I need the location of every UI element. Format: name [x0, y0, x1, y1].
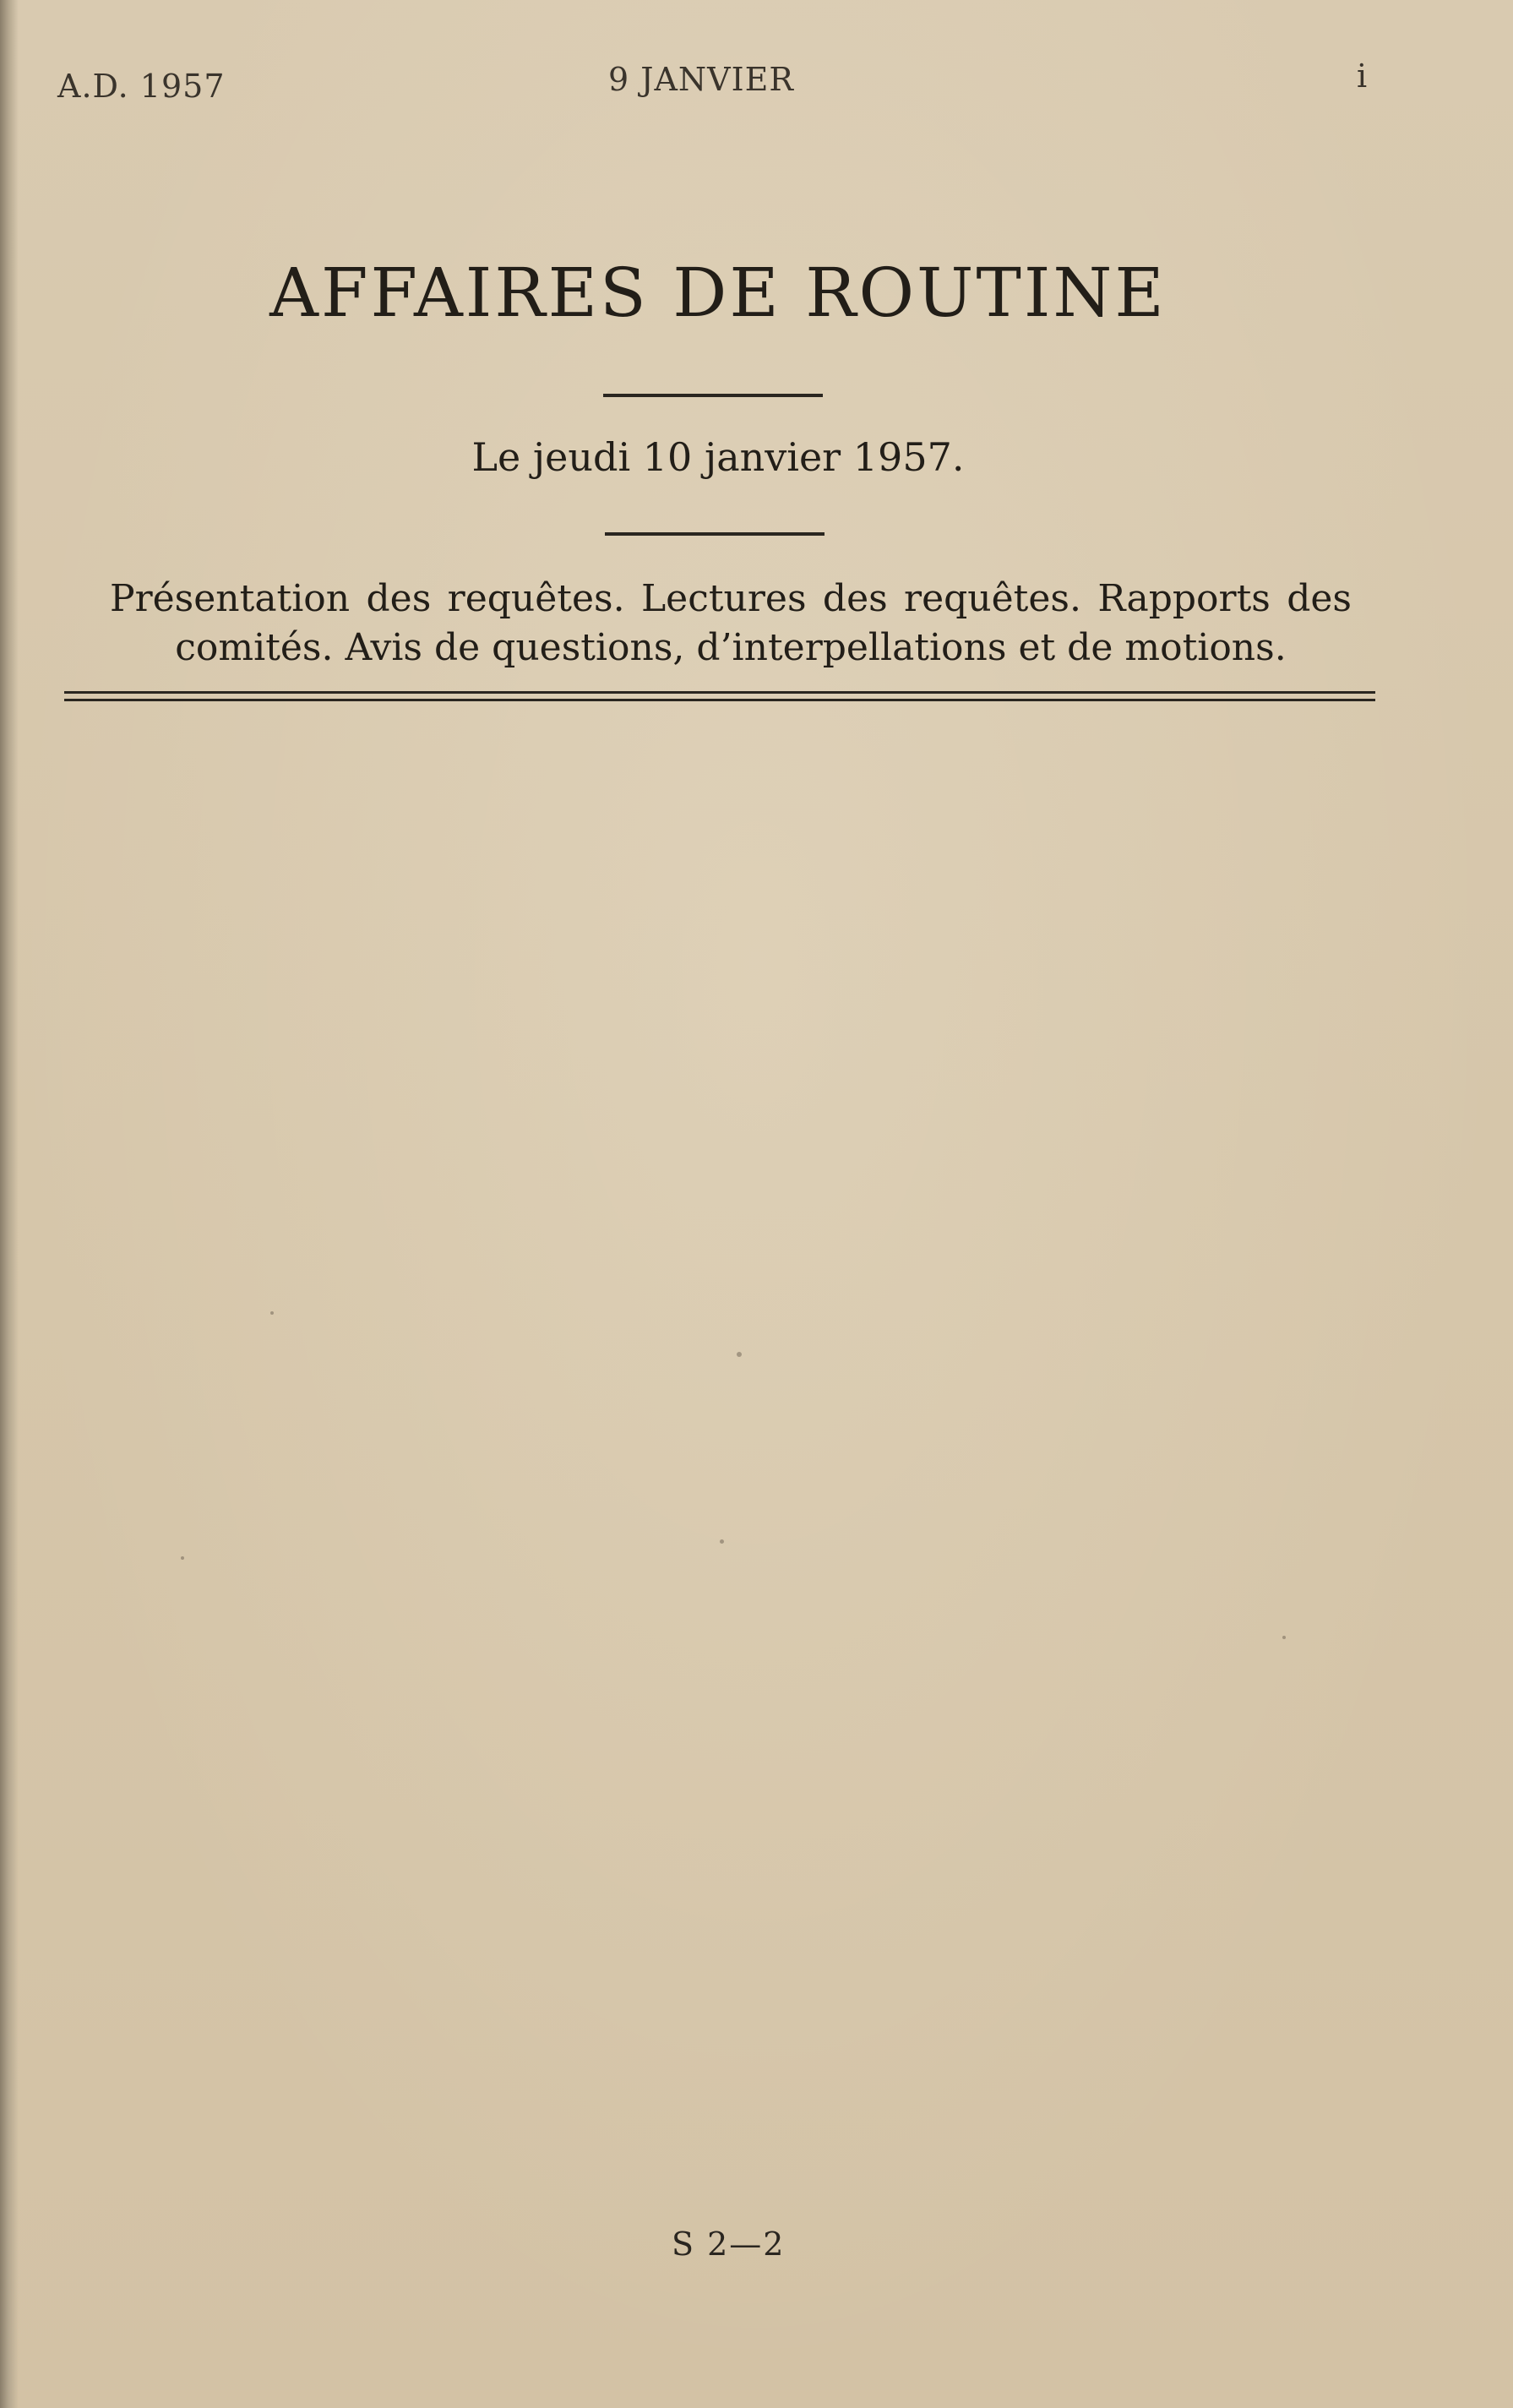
- divider-rule-top: [603, 394, 823, 397]
- double-rule-divider: [64, 691, 1375, 701]
- paper-speck: [737, 1352, 742, 1357]
- agenda-paragraph: Présentation des requêtes. Lectures des requêtes. Rapports des comités. Avis de questions, d’interpellations et de motions.: [110, 577, 1352, 669]
- binding-edge: [0, 0, 19, 2408]
- header-year: A.D. 1957: [57, 68, 226, 105]
- date-line: Le jeudi 10 janvier 1957.: [471, 434, 965, 480]
- header-date: 9 JANVIER: [608, 61, 794, 98]
- paper-speck: [270, 1311, 274, 1315]
- printer-signature-mark: S 2—2: [672, 2225, 786, 2263]
- paper-speck: [720, 1539, 724, 1544]
- page-number: i: [1357, 57, 1369, 95]
- running-header: [0, 57, 1513, 105]
- page-title: AFFAIRES DE ROUTINE: [269, 253, 1167, 332]
- paper-speck: [181, 1556, 184, 1560]
- divider-rule-bottom: [605, 532, 825, 536]
- paper-speck: [1282, 1636, 1286, 1639]
